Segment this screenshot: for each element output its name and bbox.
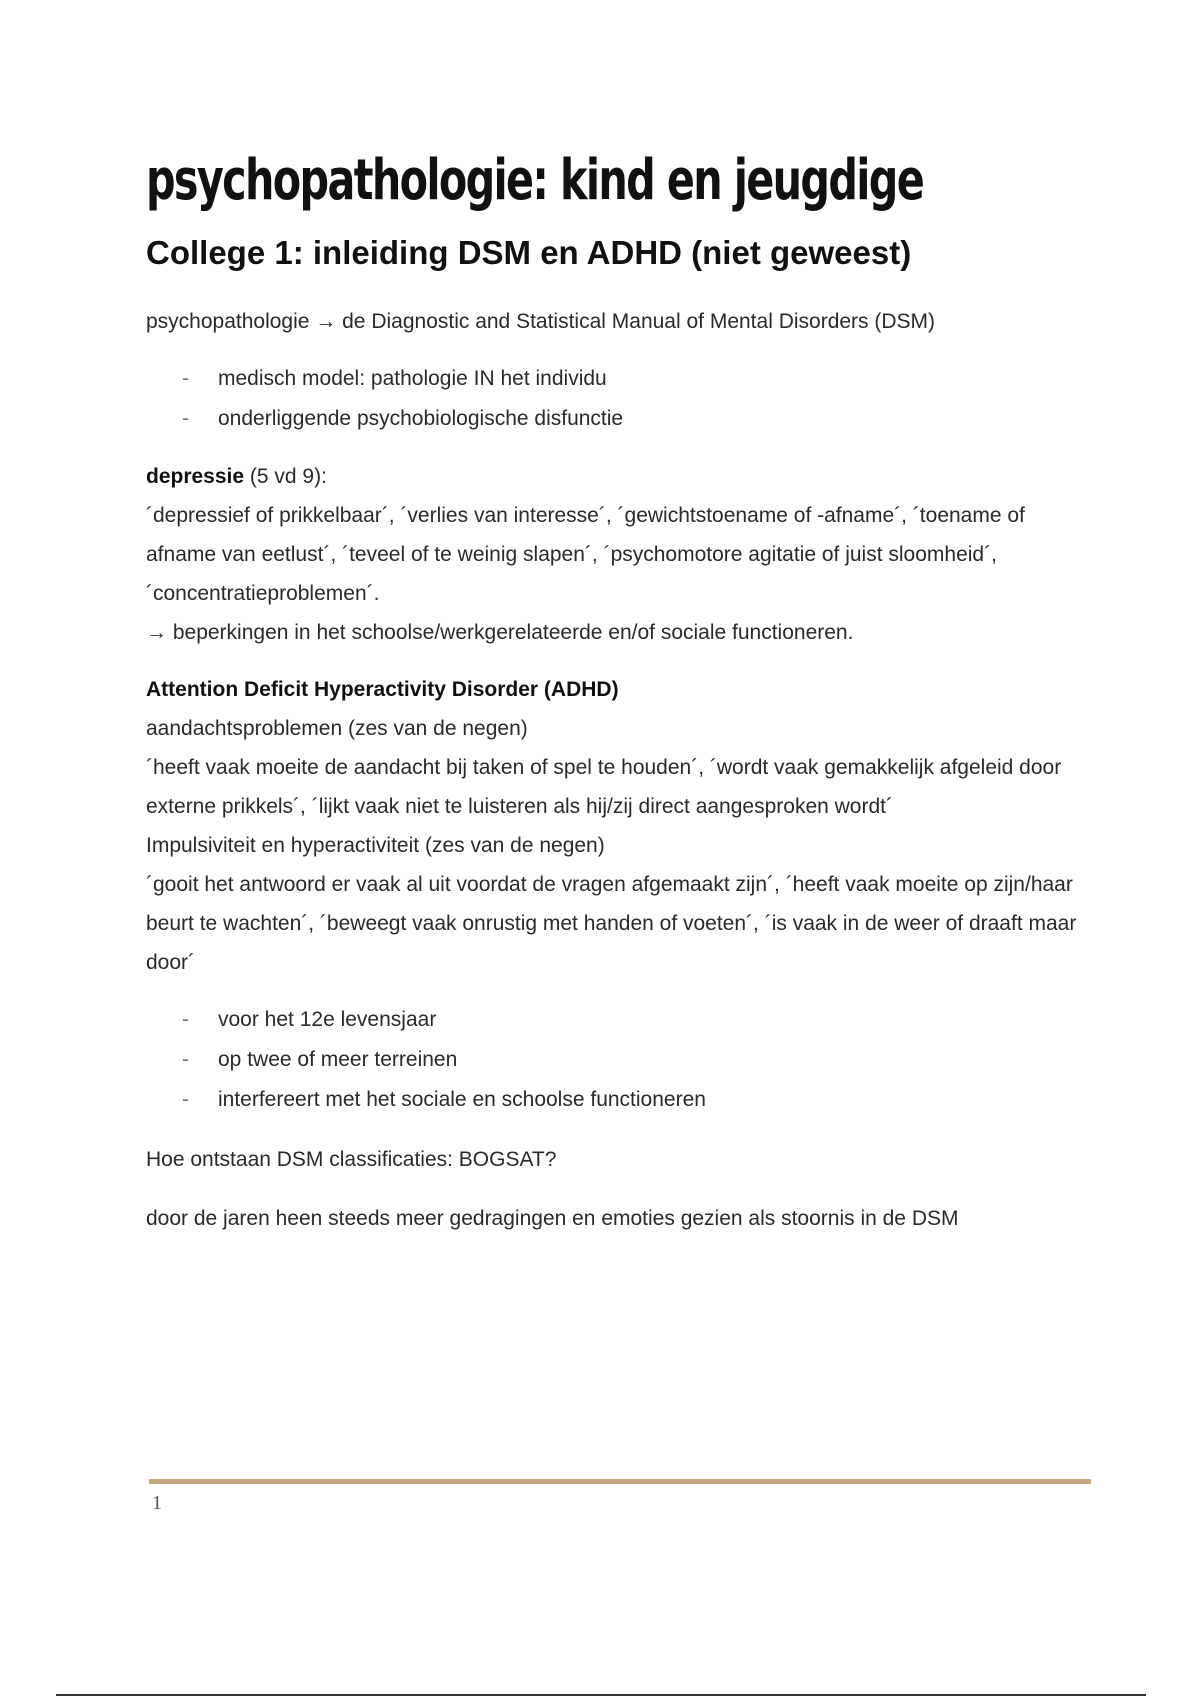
dash-bullet-icon: - bbox=[182, 1048, 189, 1071]
list-item-text: voor het 12e levensjaar bbox=[218, 1008, 437, 1031]
footer-divider bbox=[149, 1479, 1091, 1484]
depressie-suffix: (5 vd 9): bbox=[244, 465, 327, 488]
list-item-text: medisch model: pathologie IN het individu bbox=[218, 367, 607, 390]
list-item-text: onderliggende psychobiologische disfunctie bbox=[218, 407, 624, 430]
depressie-consequence: → beperkingen in het schoolse/werkgerelateerde en/of sociale functioneren. bbox=[146, 621, 854, 644]
depressie-heading-line bbox=[146, 457, 1091, 496]
adhd-heading: Attention Deficit Hyperactivity Disorder (ADHD) bbox=[146, 678, 619, 701]
list-item bbox=[146, 1000, 1091, 1040]
list-item-text: op twee of meer terreinen bbox=[218, 1048, 458, 1071]
dash-bullet-icon: - bbox=[182, 367, 189, 390]
closing-paragraph: door de jaren heen steeds meer gedragingen en emoties gezien als stoornis in de DSM bbox=[146, 1207, 959, 1230]
adhd-attention-criteria: ´heeft vaak moeite de aandacht bij taken of spel te houden´, ´wordt vaak gemakkelijk afgeleid door externe prikkels´, ´lijkt vaak niet te luisteren als hij/zij direct aangesproken wordt´ bbox=[146, 756, 1062, 818]
intro-paragraph: psychopathologie → de Diagnostic and Statistical Manual of Mental Disorders (DSM) bbox=[146, 310, 936, 333]
adhd-attention-label: aandachtsproblemen (zes van de negen) bbox=[146, 717, 528, 740]
document-title: psychopathologie: kind en jeugdige bbox=[146, 148, 924, 213]
dash-bullet-icon: - bbox=[182, 407, 189, 430]
depressie-section bbox=[146, 457, 1091, 652]
dash-bullet-icon: - bbox=[182, 1008, 189, 1031]
depressie-label: depressie bbox=[146, 465, 245, 488]
list-item bbox=[146, 1080, 1091, 1120]
list-item bbox=[146, 399, 1091, 439]
intro-bullet-list bbox=[146, 359, 1091, 439]
bogsat-question: Hoe ontstaan DSM classificaties: BOGSAT? bbox=[146, 1148, 557, 1171]
page-number: 1 bbox=[152, 1492, 162, 1514]
adhd-impulsivity-label: Impulsiviteit en hyperactiviteit (zes van de negen) bbox=[146, 834, 605, 857]
college-heading: College 1: inleiding DSM en ADHD (niet geweest) bbox=[146, 234, 912, 271]
adhd-bullet-list bbox=[146, 1000, 1091, 1120]
dash-bullet-icon: - bbox=[182, 1088, 189, 1111]
list-item bbox=[146, 359, 1091, 399]
list-item-text: interfereert met het sociale en schoolse functioneren bbox=[218, 1088, 706, 1111]
list-item bbox=[146, 1040, 1091, 1080]
adhd-section bbox=[146, 670, 1091, 1120]
page-bottom-edge bbox=[56, 1694, 1146, 1696]
adhd-impulsivity-criteria: ´gooit het antwoord er vaak al uit voordat de vragen afgemaakt zijn´, ´heeft vaak moeite op zijn/haar beurt te wachten´, ´beweegt vaak onrustig met handen of voeten´, ´is vaak in de weer of draaft maar door´ bbox=[146, 873, 1077, 974]
document-content bbox=[146, 140, 1091, 1238]
depressie-criteria: ´depressief of prikkelbaar´, ´verlies van interesse´, ´gewichtstoename of -afname´, ´toename of afname van eetlust´, ´teveel of te weinig slapen´, ´psychomotore agitatie of juist sloomheid´, ´concentratieproblemen´. bbox=[146, 504, 1025, 605]
